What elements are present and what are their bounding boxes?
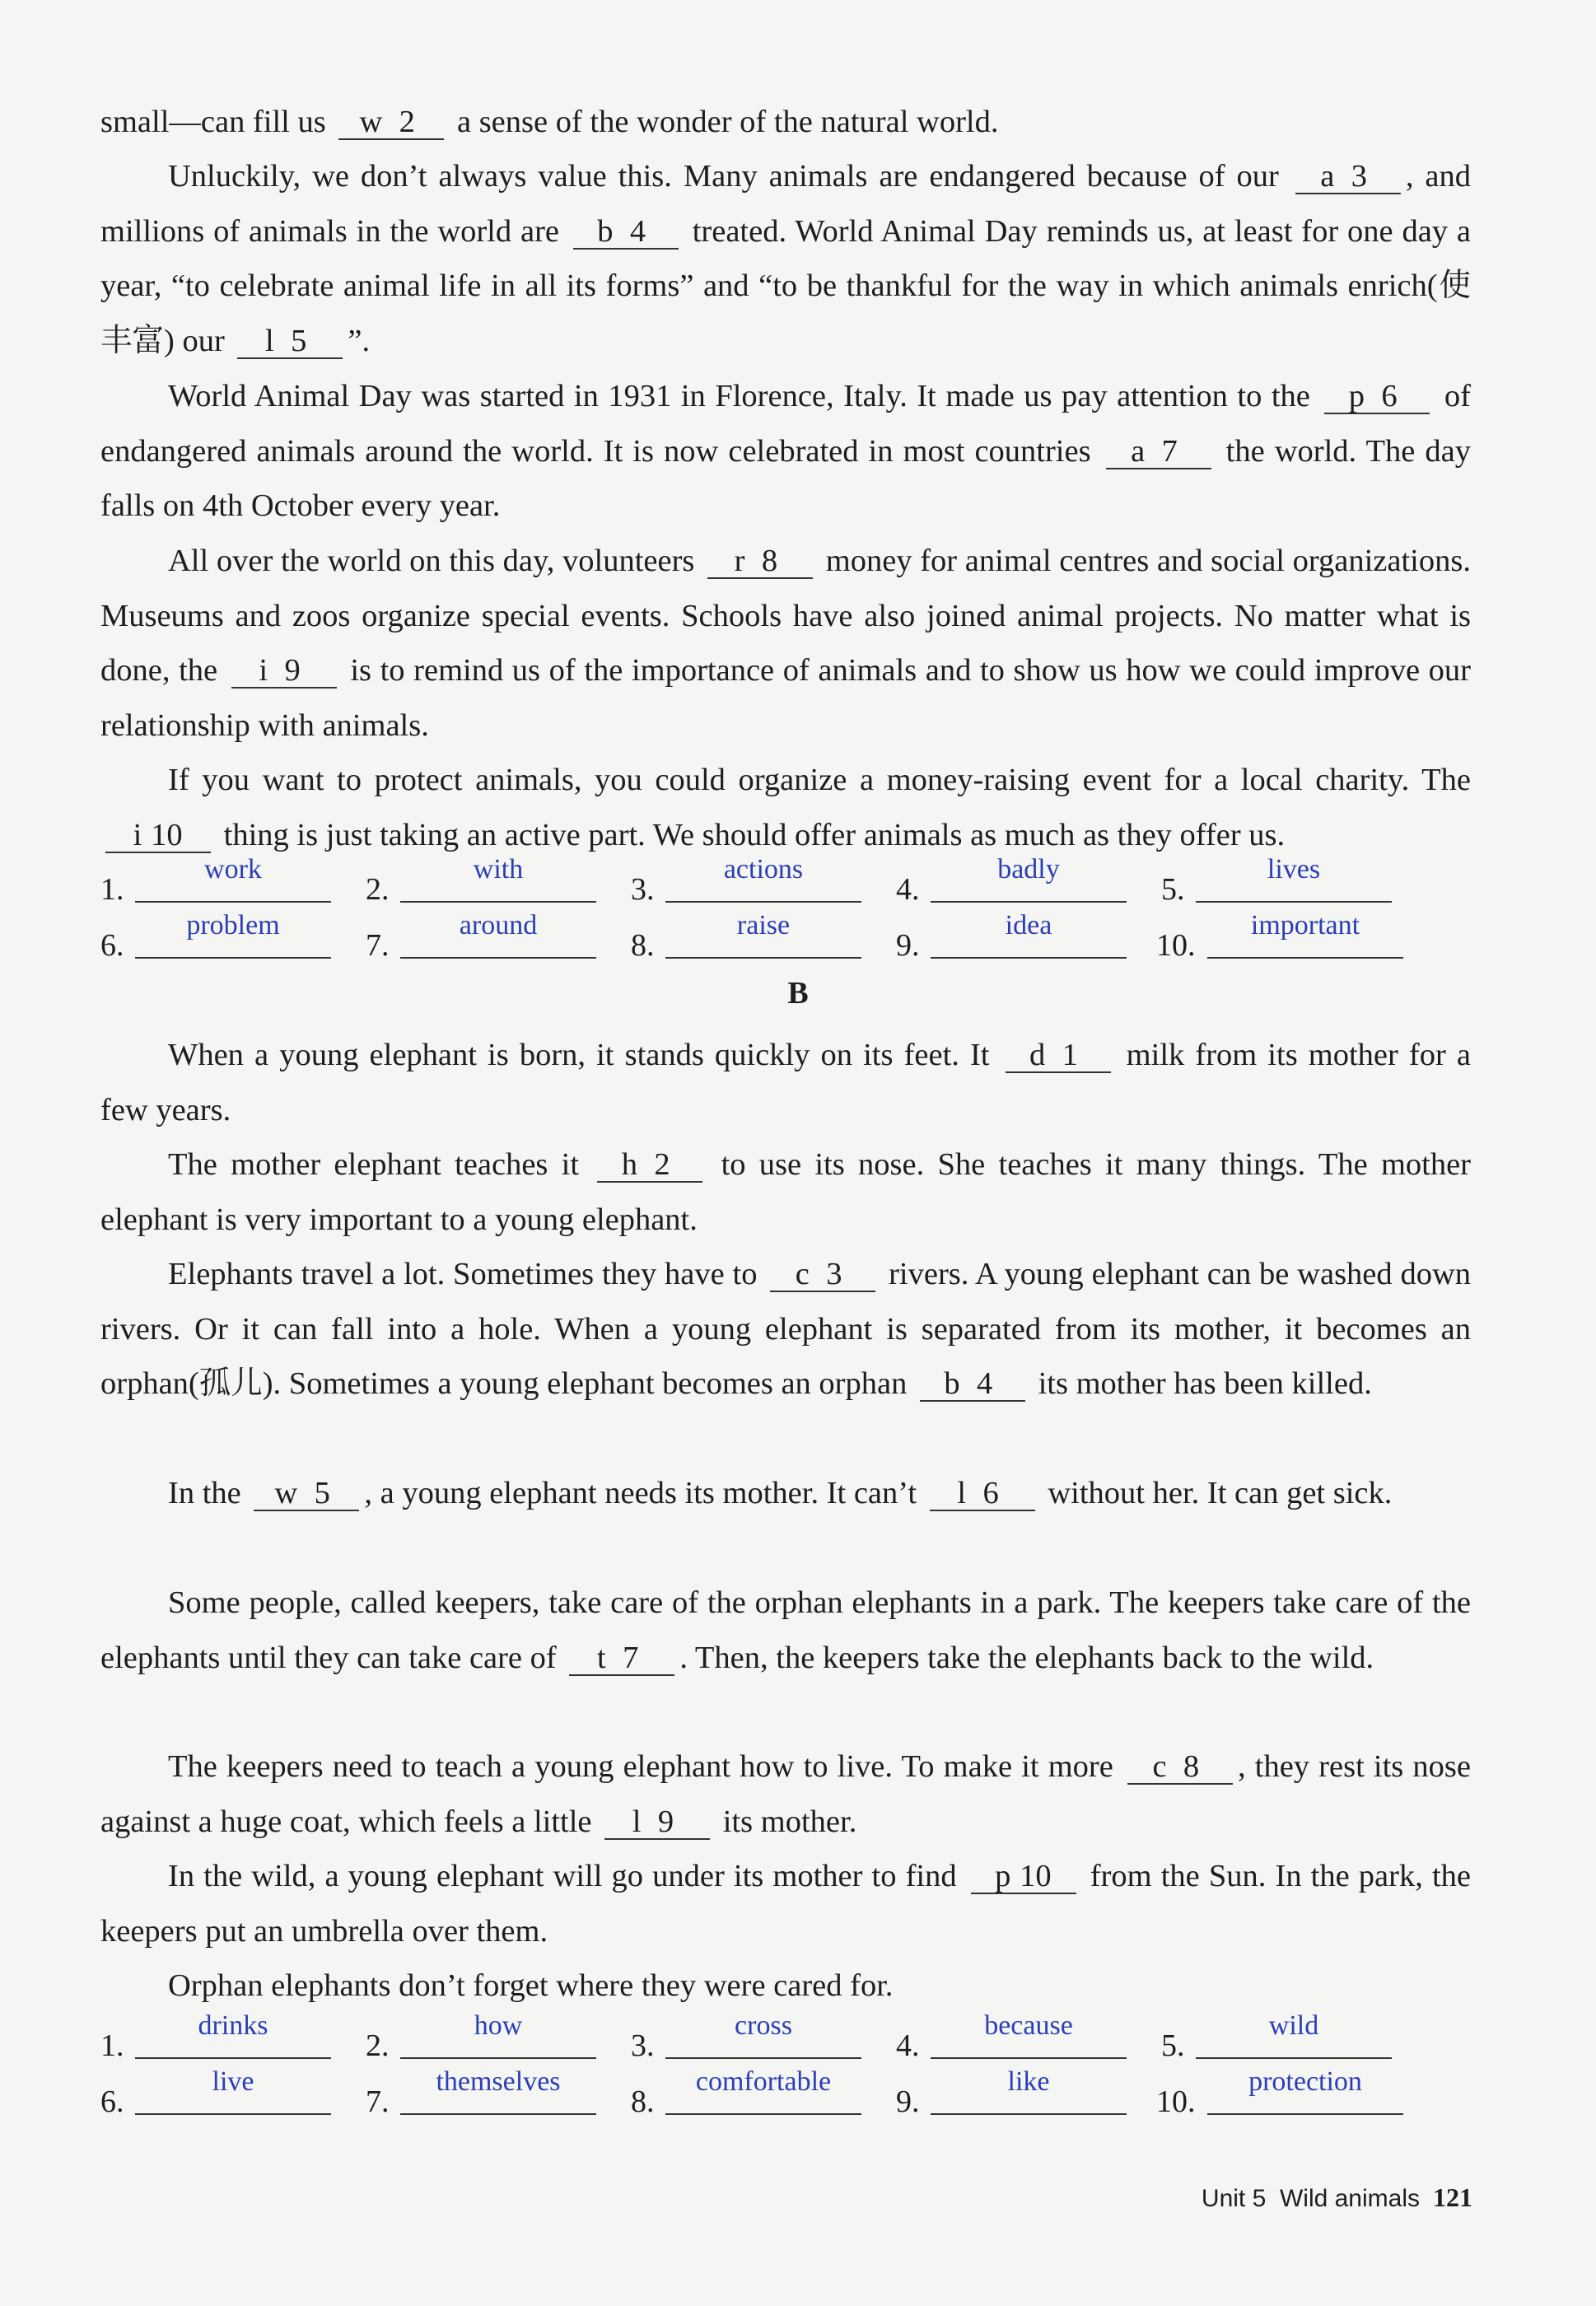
blank-a10: i 10: [105, 819, 211, 853]
blank-a6: p 6: [1324, 380, 1430, 414]
blank-a5: l 5: [237, 324, 343, 359]
page-number: 121: [1433, 2182, 1472, 2212]
blank-b3: c 3: [770, 1258, 875, 1292]
unit-label: Unit 5 Wild animals: [1201, 2185, 1420, 2212]
blank-a4: b 4: [573, 215, 679, 250]
blank-b9: l 9: [604, 1805, 710, 1840]
passage-a-paragraph-4: If you want to protect animals, you could organize a money-raising event for a local charity. The i 10 thing is just taking an active part. We should offer animals as much as they offer us.: [100, 753, 1471, 862]
blank-b1: d 1: [1006, 1039, 1111, 1073]
passage-b-paragraph-6: The keepers need to teach a young elephant how to live. To make it more c 8 , they rest its nose against a huge coat, which feels a little l 9 its mother.: [100, 1749, 1471, 1839]
blank-a8: r 8: [707, 544, 813, 579]
passage-a-paragraph-2: World Animal Day was started in 1931 in Florence, Italy. It made us pay attention to the p 6 of endangered animals around the world. It is now celebrated in most countries a 7 the world. The day falls on 4th October every year.: [100, 379, 1471, 523]
blank-b8: c 8: [1127, 1750, 1233, 1785]
answers-b-row-1: 1. drinks 2. how 3. cross 4. because 5. wild: [100, 2013, 1500, 2062]
blank-a2: w 2: [338, 105, 444, 140]
passage-b-paragraph-4: In the w 5 , a young elephant needs its mother. It can’t l 6 without her. It can get sick.: [168, 1476, 1393, 1510]
blank-b2: h 2: [597, 1148, 702, 1183]
answers-b-row-2: 6. live 7. themselves 8. comfortable 9. like 10. protection: [100, 2069, 1500, 2118]
passage-a-paragraph-3: All over the world on this day, volunteers r 8 money for animal centres and social organizations. Museums and zoos organize special events. Schools have also joined animal projects. No matter what is done, the i 9 is to remind us of the importance of animals and to show us how we could improve our relationship with animals.: [100, 544, 1472, 743]
passage-a-paragraph-0: small—can fill us w 2 a sense of the wonder of the natural world.: [100, 105, 999, 139]
blank-a7: a 7: [1106, 435, 1211, 469]
passage-b-paragraph-8: Orphan elephants don’t forget where they were cared for.: [168, 1968, 894, 2003]
passage-b-paragraph-5: Some people, called keepers, take care of the orphan elephants in a park. The keepers take care of the elephants until they can take care of t 7 . Then, the keepers take the elephants back to the wild.: [100, 1585, 1471, 1675]
blank-b7: t 7: [569, 1641, 674, 1676]
answers-a-row-1: 1. work 2. with 3. actions 4. badly 5. lives: [100, 857, 1500, 906]
answers-a-row-2: 6. problem 7. around 8. raise 9. idea 10. important: [100, 913, 1500, 962]
passage-b-paragraph-2: The mother elephant teaches it h 2 to use its nose. She teaches it many things. The mother elephant is very important to a young elephant.: [100, 1147, 1472, 1237]
passage-b-paragraph-7: In the wild, a young elephant will go under its mother to find p 10 from the Sun. In the park, the keepers put an umbrella over them.: [100, 1859, 1471, 1949]
section-b-title: B: [787, 976, 809, 1011]
blank-a3: a 3: [1295, 160, 1401, 194]
passage-b-paragraph-1: When a young elephant is born, it stands quickly on its feet. It d 1 milk from its mother for a few years.: [100, 1038, 1471, 1127]
blank-b10: p 10: [971, 1860, 1076, 1894]
blank-a9: i 9: [231, 654, 337, 689]
blank-b4: b 4: [920, 1367, 1025, 1402]
passage-a-paragraph-1: Unluckily, we don’t always value this. Many animals are endangered because of our a 3 , and millions of animals in the world are b 4 treated. World Animal Day reminds us, at least for one day a year, “to celebrate animal life in all its forms” and “to be thankful for the way in which animals enrich(使丰富) our l 5 ”.: [100, 159, 1471, 358]
blank-b6: l 6: [930, 1477, 1035, 1511]
passage-b-paragraph-3: Elephants travel a lot. Sometimes they have to c 3 rivers. A young elephant can be washed down rivers. Or it can fall into a hole. When a young elephant is separated from its mother, it becomes an orphan(孤儿). Sometimes a young elephant becomes an orphan b 4 its mother has been killed.: [100, 1257, 1471, 1401]
page-footer: [1202, 2182, 1472, 2213]
blank-b5: w 5: [254, 1477, 359, 1511]
